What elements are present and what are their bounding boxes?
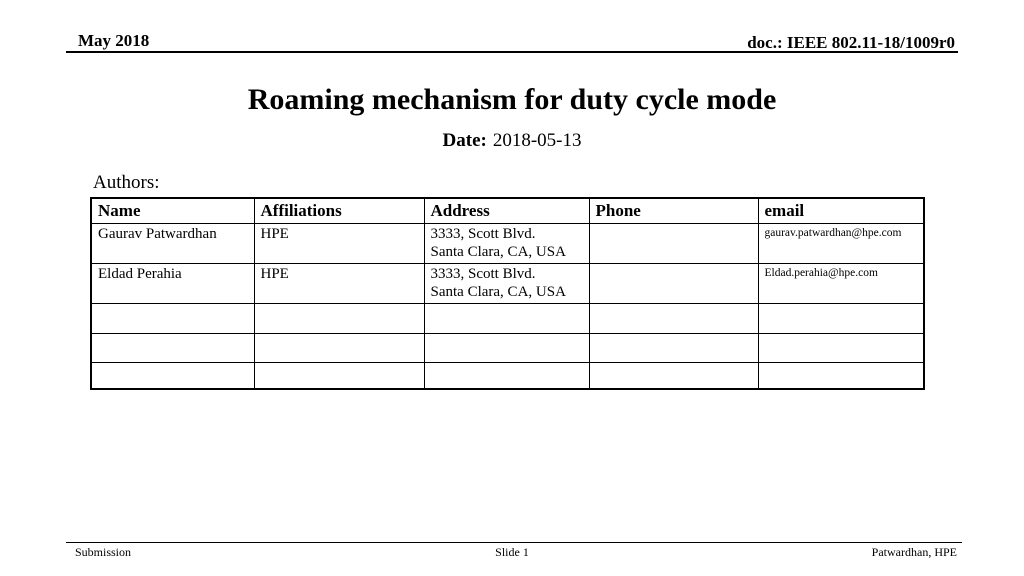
header-divider [66, 51, 958, 53]
table-row [91, 263, 924, 303]
table-row [91, 223, 924, 263]
address-line: 3333, Scott Blvd. [430, 225, 536, 242]
cell-affiliation: HPE [254, 263, 424, 303]
slide-title: Roaming mechanism for duty cycle mode [247, 83, 777, 116]
cell-email [758, 333, 924, 362]
table-row [91, 303, 924, 333]
date-value: 2018-05-13 [492, 130, 582, 151]
table-row [91, 362, 924, 389]
header-date: May 2018 [78, 31, 150, 50]
address-line: 3333, Scott Blvd. [430, 265, 536, 282]
column-header-email: email [758, 198, 924, 223]
footer-divider [66, 542, 962, 543]
cell-name [91, 303, 254, 333]
cell-address [424, 263, 589, 303]
column-header-address: Address [424, 198, 589, 223]
cell-phone [589, 333, 758, 362]
cell-address [424, 303, 589, 333]
date-label: Date: [442, 130, 487, 151]
cell-email: gaurav.patwardhan@hpe.com [758, 223, 924, 263]
cell-affiliation [254, 303, 424, 333]
cell-phone [589, 303, 758, 333]
table-row [91, 333, 924, 362]
table-header-row [91, 198, 924, 223]
address-line: Santa Clara, CA, USA [430, 283, 566, 300]
cell-affiliation: HPE [254, 223, 424, 263]
cell-affiliation [254, 333, 424, 362]
cell-email [758, 303, 924, 333]
footer-submission-label: Submission [75, 545, 132, 559]
cell-email: Eldad.perahia@hpe.com [758, 263, 924, 303]
header-doc-number: doc.: IEEE 802.11-18/1009r0 [747, 33, 955, 52]
cell-address [424, 223, 589, 263]
cell-phone [589, 362, 758, 389]
cell-name [91, 333, 254, 362]
address-line: Santa Clara, CA, USA [430, 243, 566, 260]
footer-author-label: Patwardhan, HPE [871, 545, 957, 559]
column-header-phone: Phone [589, 198, 758, 223]
cell-name [91, 362, 254, 389]
authors-table [90, 197, 925, 390]
date-line [0, 130, 1024, 152]
cell-address [424, 362, 589, 389]
authors-label: Authors: [93, 172, 160, 193]
cell-name: Gaurav Patwardhan [91, 223, 254, 263]
cell-phone [589, 263, 758, 303]
cell-affiliation [254, 362, 424, 389]
cell-phone [589, 223, 758, 263]
cell-email [758, 362, 924, 389]
column-header-affiliations: Affiliations [254, 198, 424, 223]
cell-address [424, 333, 589, 362]
footer-slide-number: Slide 1 [495, 545, 529, 559]
authors-table-body [91, 223, 924, 389]
cell-name: Eldad Perahia [91, 263, 254, 303]
column-header-name: Name [91, 198, 254, 223]
